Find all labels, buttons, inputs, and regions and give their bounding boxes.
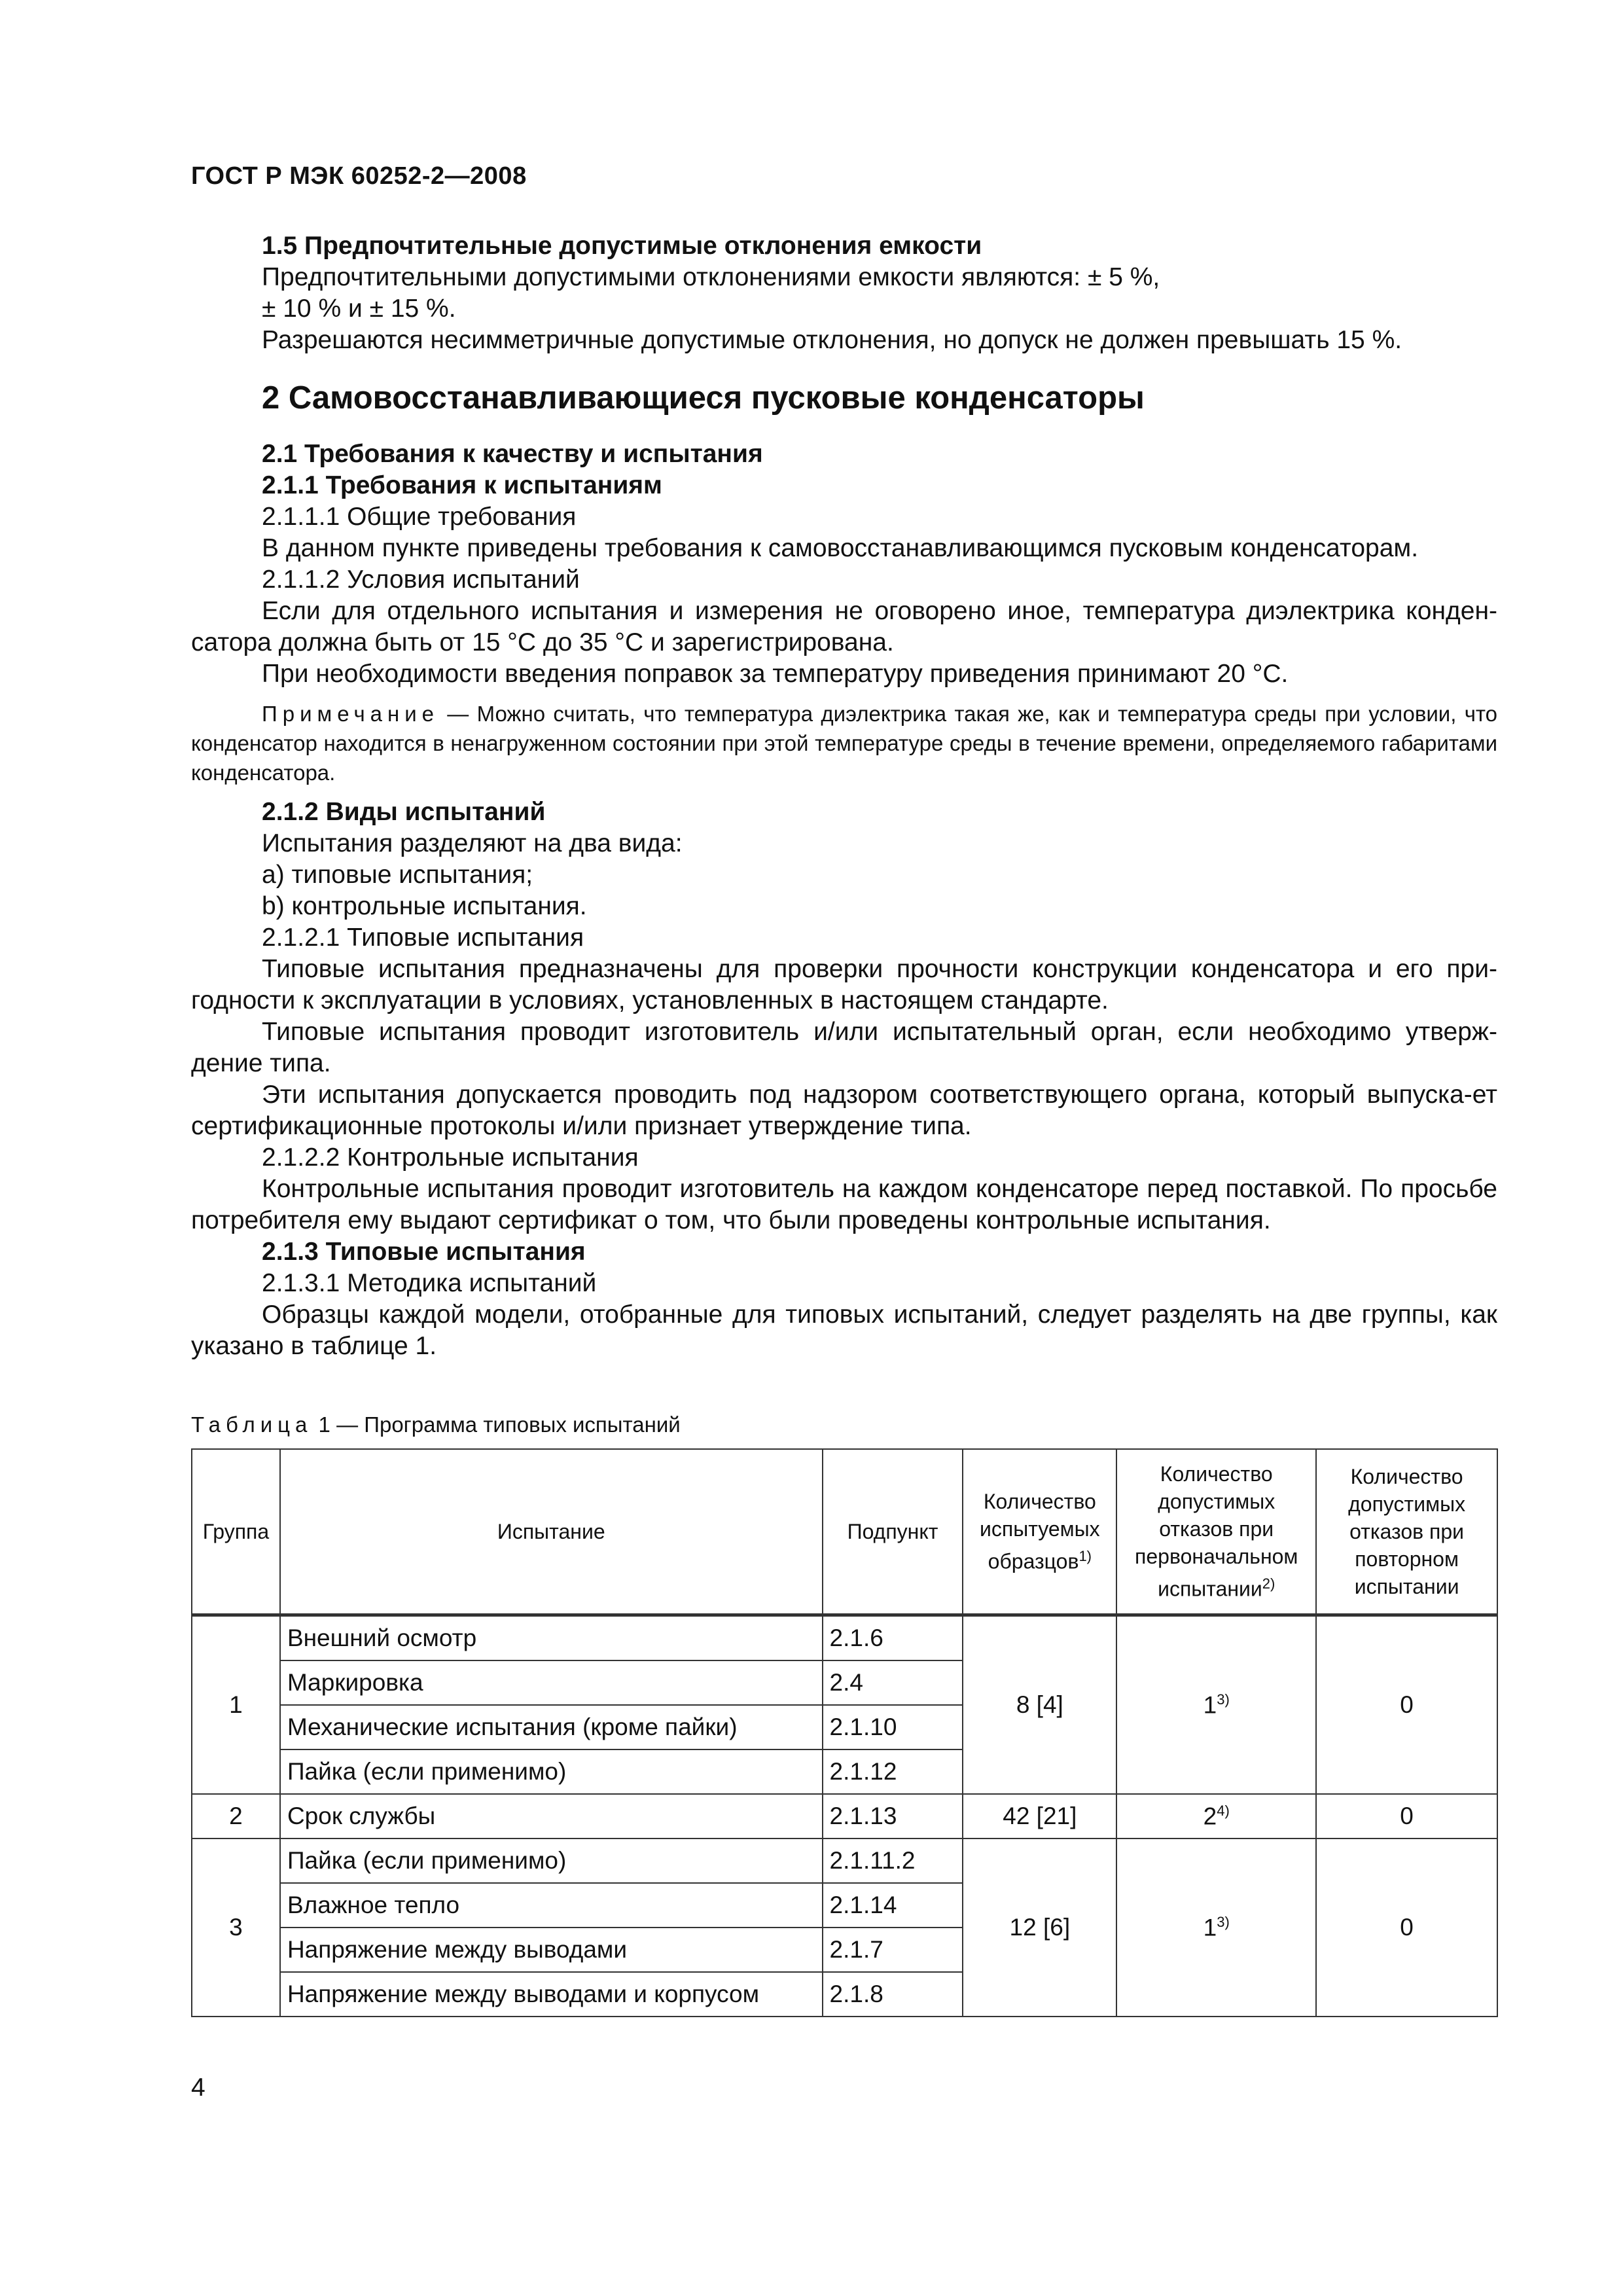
section-2-1-2-line-1: Испытания разделяют на два вида: bbox=[262, 829, 683, 857]
test-name: Внешний осмотр bbox=[280, 1615, 823, 1661]
subclause: 2.1.10 bbox=[823, 1705, 963, 1749]
subclause: 2.1.11.2 bbox=[823, 1839, 963, 1883]
header-initial-failures bbox=[1116, 1449, 1316, 1615]
initial-failures-footnote: 3) bbox=[1217, 1691, 1230, 1708]
group-number: 3 bbox=[192, 1839, 280, 2017]
subclause: 2.1.12 bbox=[823, 1749, 963, 1794]
group-number: 1 bbox=[192, 1615, 280, 1795]
note-text: — Можно считать, что температура диэлектрика такая же, как и температура среды при условии, что конденсатор находится в ненагруженном состоянии при этой температуре среды в течение времени, определяемого габаритами конденсатора. bbox=[191, 702, 1497, 785]
section-2-1-3-title: 2.1.3 Типовые испытания bbox=[262, 1238, 586, 1266]
header-repeat-failures: Количество допустимых отказов при повторном испытании bbox=[1316, 1449, 1497, 1615]
section-2-1-2-2-paragraph: Контрольные испытания проводит изготовитель на каждом конденсаторе перед поставкой. По просьбе потребителя ему выдают сертификат о том, что были проведены контрольные испытания. bbox=[191, 1175, 1497, 1234]
repeat-failures: 0 bbox=[1316, 1839, 1497, 2017]
header-initial-failures-text: Количество допустимых отказов при первоначальном испытании bbox=[1135, 1462, 1298, 1601]
section-1-5-line-1: Предпочтительными допустимыми отклонениями емкости являются: ± 5 %, bbox=[262, 263, 1160, 291]
note bbox=[191, 699, 1497, 787]
subclause: 2.1.13 bbox=[823, 1794, 963, 1839]
section-2-1-title: 2.1 Требования к качеству и испытания bbox=[262, 440, 763, 468]
section-2-1-1-2-title: 2.1.1.2 Условия испытаний bbox=[262, 565, 580, 594]
section-2-1-1-2-text: Если для отдельного испытания и измерения не оговорено иное, температура диэлектрика конден-сатора должна быть от 15 °С до 35 °С и зарегистрирована. bbox=[191, 597, 1497, 656]
section-2-1-3-1-title: 2.1.3.1 Методика испытаний bbox=[262, 1269, 597, 1297]
header-subclause: Подпункт bbox=[823, 1449, 963, 1615]
subclause: 2.1.8 bbox=[823, 1972, 963, 2017]
table-header-row bbox=[192, 1449, 1497, 1615]
table-caption bbox=[191, 1412, 681, 1437]
header-sample-qty bbox=[963, 1449, 1116, 1615]
initial-failures-value: 1 bbox=[1203, 1691, 1217, 1719]
table-caption-text: 1 — Программа типовых испытаний bbox=[312, 1412, 681, 1437]
section-1-5-line-2: ± 10 % и ± 15 %. bbox=[262, 295, 456, 323]
table-caption-label: Таблица bbox=[191, 1412, 313, 1437]
table-row bbox=[192, 1615, 1497, 1661]
section-2-1-1-1-title: 2.1.1.1 Общие требования bbox=[262, 503, 577, 531]
test-name: Маркировка bbox=[280, 1660, 823, 1705]
subclause: 2.1.14 bbox=[823, 1883, 963, 1928]
initial-failures bbox=[1116, 1794, 1316, 1839]
table-row bbox=[192, 1839, 1497, 1883]
test-name: Механические испытания (кроме пайки) bbox=[280, 1705, 823, 1749]
header-initial-failures-footnote: 2) bbox=[1262, 1575, 1275, 1592]
header-sample-qty-text: Количество испытуемых образцов bbox=[980, 1490, 1100, 1573]
note-label: Примечание bbox=[262, 702, 440, 726]
test-name: Напряжение между выводами bbox=[280, 1928, 823, 1972]
initial-failures bbox=[1116, 1839, 1316, 2017]
section-1-5-line-3: Разрешаются несимметричные допустимые отклонения, но допуск не должен превышать 15 %. bbox=[262, 326, 1402, 354]
test-name: Напряжение между выводами и корпусом bbox=[280, 1972, 823, 2017]
section-2-title: 2 Самовосстанавливающиеся пусковые конденсаторы bbox=[262, 380, 1145, 416]
section-2-1-2-1-paragraph-2: Типовые испытания проводит изготовитель и/или испытательный орган, если необходимо утверж-дение типа. bbox=[191, 1018, 1497, 1077]
initial-failures-footnote: 3) bbox=[1217, 1913, 1230, 1930]
test-name: Пайка (если применимо) bbox=[280, 1749, 823, 1794]
repeat-failures: 0 bbox=[1316, 1615, 1497, 1795]
sample-qty: 42 [21] bbox=[963, 1794, 1116, 1839]
header-sample-qty-footnote: 1) bbox=[1079, 1548, 1092, 1565]
header-group: Группа bbox=[192, 1449, 280, 1615]
subclause: 2.1.7 bbox=[823, 1928, 963, 1972]
table-row bbox=[192, 1794, 1497, 1839]
repeat-failures: 0 bbox=[1316, 1794, 1497, 1839]
test-name: Влажное тепло bbox=[280, 1883, 823, 1928]
section-2-1-1-title: 2.1.1 Требования к испытаниям bbox=[262, 471, 662, 499]
section-1-5-title: 1.5 Предпочтительные допустимые отклонения емкости bbox=[262, 232, 982, 260]
section-2-1-2-2-title: 2.1.2.2 Контрольные испытания bbox=[262, 1143, 639, 1172]
section-2-1-2-1-paragraph-1: Типовые испытания предназначены для проверки прочности конструкции конденсатора и его при-годности к эксплуатации в условиях, установленных в настоящем стандарте. bbox=[191, 955, 1497, 1014]
test-name: Срок службы bbox=[280, 1794, 823, 1839]
test-name: Пайка (если применимо) bbox=[280, 1839, 823, 1883]
initial-failures bbox=[1116, 1615, 1316, 1795]
group-number: 2 bbox=[192, 1794, 280, 1839]
sample-qty: 8 [4] bbox=[963, 1615, 1116, 1795]
list-item-b: b) контрольные испытания. bbox=[262, 892, 587, 920]
section-2-1-3-1-paragraph: Образцы каждой модели, отобранные для типовых испытаний, следует разделять на две группы, как указано в таблице 1. bbox=[191, 1300, 1497, 1360]
list-item-a: a) типовые испытания; bbox=[262, 861, 533, 889]
section-2-1-2-1-paragraph-3: Эти испытания допускается проводить под надзором соответствующего органа, который выпуска-ет сертификационные протоколы и/или признает утверждение типа. bbox=[191, 1081, 1497, 1140]
section-2-1-2-1-title: 2.1.2.1 Типовые испытания bbox=[262, 924, 584, 952]
subclause: 2.4 bbox=[823, 1660, 963, 1705]
page-number: 4 bbox=[191, 2073, 205, 2102]
header-test: Испытание bbox=[280, 1449, 823, 1615]
initial-failures-value: 2 bbox=[1203, 1803, 1217, 1830]
subclause: 2.1.6 bbox=[823, 1615, 963, 1661]
section-2-1-1-1-text: В данном пункте приведены требования к самовосстанавливающимся пусковым конденсаторам. bbox=[262, 534, 1419, 562]
section-2-1-1-2-text-2: При необходимости введения поправок за температуру приведения принимают 20 °С. bbox=[262, 660, 1289, 688]
document-body bbox=[191, 230, 1497, 1362]
section-2-1-2-title: 2.1.2 Виды испытаний bbox=[262, 798, 546, 826]
document-header: ГОСТ Р МЭК 60252-2—2008 bbox=[191, 162, 527, 190]
sample-qty: 12 [6] bbox=[963, 1839, 1116, 2017]
initial-failures-footnote: 4) bbox=[1217, 1802, 1230, 1819]
test-program-table bbox=[191, 1448, 1498, 2017]
initial-failures-value: 1 bbox=[1203, 1914, 1217, 1941]
